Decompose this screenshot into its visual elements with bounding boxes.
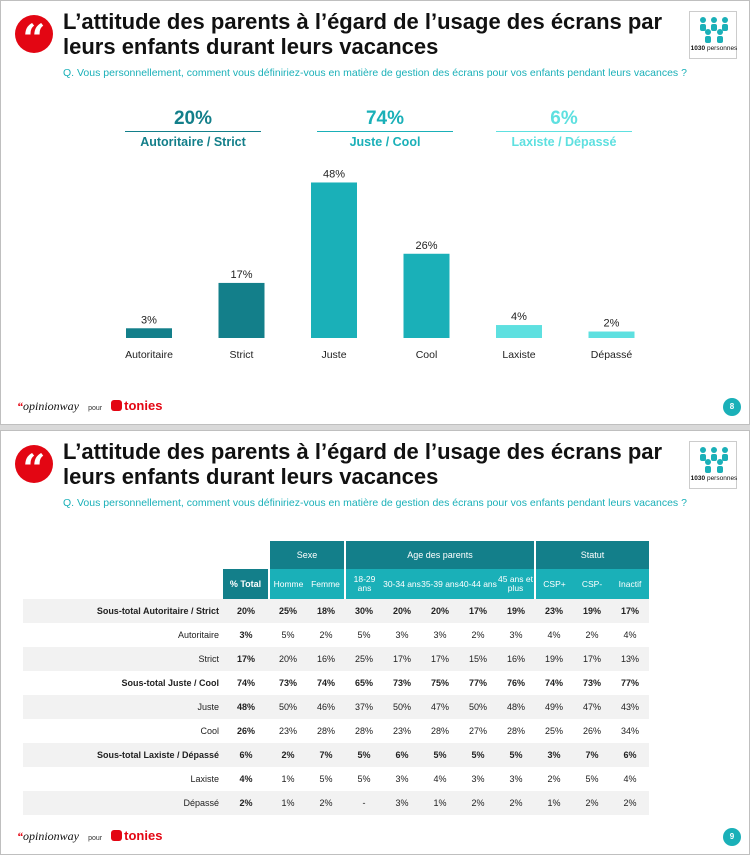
table-cell: 2% [585, 630, 599, 640]
summary-label: Laxiste / Dépassé [511, 135, 617, 149]
table-cell: 17% [383, 647, 421, 671]
table-cell: 2% [471, 630, 485, 640]
table-cell: 19% [535, 647, 573, 671]
table-cell: 2% [573, 791, 611, 815]
bar-autoritaire [126, 328, 172, 338]
table-cell: 25% [544, 726, 563, 736]
crosstab-table [23, 541, 649, 815]
table-cell: 28% [316, 726, 335, 736]
column-header: Femme [307, 569, 345, 599]
table-cell: 6% [383, 743, 421, 767]
question-text: Q. Vous personnellement, comment vous définiriez-vous en matière de gestion des écrans pour vos enfants pendant leurs vacances ? [63, 497, 687, 509]
column-header: Homme [269, 569, 307, 599]
row-label: Sous-total Autoritaire / Strict [23, 599, 223, 623]
table-cell: 28% [506, 726, 525, 736]
page-number: 9 [723, 828, 741, 846]
table-cell: 20% [421, 599, 459, 623]
table-cell: 5% [357, 630, 371, 640]
table-cell: 4% [547, 630, 561, 640]
category-label: Juste [321, 349, 347, 361]
slide-title: L’attitude des parents à l’égard de l’usage des écrans par leurs enfants durant leurs vacances [63, 9, 663, 59]
opinionway-logo-text: opinionway [23, 829, 79, 843]
opinionway-logo: “opinionway [17, 399, 79, 413]
pour-text: pour [88, 405, 103, 412]
table-cell: 20% [383, 599, 421, 623]
bar-value-label: 3% [141, 314, 157, 327]
header-blank [23, 569, 223, 599]
category-label: Cool [415, 349, 438, 361]
table-cell: 3% [395, 774, 409, 784]
table-row [23, 623, 649, 647]
row-label: Cool [200, 726, 219, 736]
table-cell: 7% [307, 743, 345, 767]
header-group [23, 541, 269, 569]
table-cell: 75% [430, 678, 449, 688]
opinionway-logo: “opinionway [17, 829, 79, 843]
opinionway-logo-text: opinionway [23, 399, 79, 413]
table-row [23, 599, 649, 623]
table-cell: 25% [345, 647, 383, 671]
header-group: Age des parents [345, 541, 535, 569]
table-cell: 1% [535, 791, 573, 815]
table-cell: 43% [611, 695, 649, 719]
table-cell: 23% [392, 726, 411, 736]
table-cell: 74% [236, 678, 255, 688]
table-cell: 6% [223, 743, 269, 767]
table-cell: 74% [544, 678, 563, 688]
table-cell: 1% [281, 774, 295, 784]
table-cell: 48% [497, 695, 535, 719]
tonies-logo-text: tonies [124, 828, 163, 843]
table-cell: 2% [307, 791, 345, 815]
header-group: Sexe [269, 541, 345, 569]
category-label: Dépassé [590, 349, 633, 361]
table-cell: 28% [430, 726, 449, 736]
category-label: Strict [229, 349, 254, 361]
table-cell: 4% [623, 774, 637, 784]
bar-strict [219, 283, 265, 338]
table-cell: 73% [582, 678, 601, 688]
table-cell: 65% [354, 678, 373, 688]
row-label: Sous-total Laxiste / Dépassé [23, 743, 223, 767]
table-cell: 77% [468, 678, 487, 688]
column-header: 40-44 ans [459, 569, 497, 599]
column-header: % Total [223, 569, 269, 599]
bar-dépassé [589, 332, 635, 338]
table-cell: - [345, 791, 383, 815]
table-cell: 19% [497, 599, 535, 623]
panel-count-value: 1030 [690, 45, 706, 52]
table-cell: 5% [421, 743, 459, 767]
table-cell: 3% [535, 743, 573, 767]
table-cell: 1% [421, 791, 459, 815]
table-cell: 20% [223, 599, 269, 623]
row-label: Laxiste [190, 774, 219, 784]
panel-count [690, 475, 738, 482]
table-cell: 13% [611, 647, 649, 671]
tonies-logo-text: tonies [124, 398, 163, 413]
summary-pct: 20% [173, 108, 213, 129]
header-group: Statut [535, 541, 649, 569]
table-row [23, 695, 649, 719]
quote-icon: “ [15, 15, 53, 53]
table-cell: 23% [278, 726, 297, 736]
category-label: Laxiste [502, 349, 536, 361]
table-cell: 74% [316, 678, 335, 688]
table-cell: 3% [433, 630, 447, 640]
column-header: 30-34 ans [383, 569, 421, 599]
table-cell: 48% [223, 695, 269, 719]
table-cell: 5% [345, 743, 383, 767]
panel-badge [689, 441, 737, 489]
table-cell: 4% [239, 774, 253, 784]
bar-value-label: 26% [415, 239, 438, 252]
panel-count-unit: personnes [706, 45, 738, 52]
bar-cool [404, 254, 450, 338]
table-cell: 5% [319, 774, 333, 784]
tonies-logo [111, 398, 162, 413]
table-cell: 5% [497, 743, 535, 767]
table-cell: 18% [307, 599, 345, 623]
panel-count-unit: personnes [706, 475, 738, 482]
table-cell: 37% [345, 695, 383, 719]
column-header: CSP- [573, 569, 611, 599]
table-cell: 15% [459, 647, 497, 671]
column-header: CSP+ [535, 569, 573, 599]
panel-count-value: 1030 [690, 475, 706, 482]
table-cell: 28% [354, 726, 373, 736]
table-cell: 3% [509, 774, 523, 784]
pour-text: pour [88, 835, 103, 842]
quote-icon: “ [15, 445, 53, 483]
table-cell: 3% [509, 630, 523, 640]
table-cell: 4% [623, 630, 637, 640]
summary-pct: 74% [365, 108, 405, 129]
table-cell: 26% [582, 726, 601, 736]
table-cell: 23% [535, 599, 573, 623]
table-cell: 19% [573, 599, 611, 623]
table-row [23, 743, 649, 767]
row-label: Strict [23, 647, 223, 671]
table-cell: 73% [278, 678, 297, 688]
row-label: Dépassé [23, 791, 223, 815]
table-cell: 5% [357, 774, 371, 784]
table-cell: 2% [611, 791, 649, 815]
bar-value-label: 48% [322, 168, 346, 181]
bar-value-label: 2% [603, 317, 620, 330]
slide-bar-chart [0, 0, 750, 425]
row-label: Autoritaire [177, 630, 219, 640]
people-icon [696, 445, 732, 475]
table-cell: 30% [345, 599, 383, 623]
table-cell: 2% [497, 791, 535, 815]
table-row [23, 767, 649, 791]
table-cell: 2% [223, 791, 269, 815]
tonies-icon [111, 400, 122, 411]
bar-laxiste [496, 325, 542, 338]
table-cell: 17% [459, 599, 497, 623]
table-cell: 47% [573, 695, 611, 719]
bar-chart [1, 1, 750, 426]
table-row [23, 647, 649, 671]
slide-table [0, 430, 750, 855]
table-cell: 3% [471, 774, 485, 784]
table-cell: 3% [395, 630, 409, 640]
table-cell: 76% [506, 678, 525, 688]
table-cell: 46% [307, 695, 345, 719]
tonies-icon [111, 830, 122, 841]
table-cell: 4% [433, 774, 447, 784]
bar-value-label: 17% [230, 268, 253, 281]
bar-value-label: 4% [511, 311, 527, 324]
table-cell: 20% [269, 647, 307, 671]
table-cell: 50% [459, 695, 497, 719]
table-cell: 5% [459, 743, 497, 767]
footer-logos [17, 828, 162, 844]
table-cell: 25% [269, 599, 307, 623]
category-label: Autoritaire [125, 349, 173, 361]
table-cell: 77% [620, 678, 639, 688]
table-cell: 1% [269, 791, 307, 815]
question-text: Q. Vous personnellement, comment vous définiriez-vous en matière de gestion des écrans pour vos enfants pendant leurs vacances ? [63, 67, 687, 79]
table-cell: 5% [585, 774, 599, 784]
table-cell: 26% [236, 726, 255, 736]
column-header: 35-39 ans [421, 569, 459, 599]
table-cell: 17% [421, 647, 459, 671]
table-cell: 3% [239, 630, 253, 640]
tonies-logo [111, 828, 162, 843]
table-cell: 2% [319, 630, 333, 640]
table-cell: 2% [269, 743, 307, 767]
table-cell: 2% [459, 791, 497, 815]
table-cell: 34% [620, 726, 639, 736]
table-cell: 16% [497, 647, 535, 671]
row-label: Sous-total Juste / Cool [121, 678, 219, 688]
column-header-row [23, 569, 649, 599]
table-row [23, 719, 649, 743]
row-label: Juste [23, 695, 223, 719]
table-cell: 49% [535, 695, 573, 719]
column-header: Inactif [611, 569, 649, 599]
table-cell: 50% [383, 695, 421, 719]
summary-label: Juste / Cool [349, 135, 421, 149]
summary-label: Autoritaire / Strict [140, 135, 246, 149]
table-cell: 17% [223, 647, 269, 671]
table-cell: 6% [611, 743, 649, 767]
slide-title: L’attitude des parents à l’égard de l’usage des écrans par leurs enfants durant leurs vacances [63, 439, 663, 489]
header-group-row [23, 541, 649, 569]
column-header: 45 ans et plus [497, 569, 535, 599]
table-cell: 73% [392, 678, 411, 688]
table-cell: 17% [611, 599, 649, 623]
table-cell: 3% [383, 791, 421, 815]
table-cell: 27% [468, 726, 487, 736]
table-cell: 16% [307, 647, 345, 671]
table-cell: 7% [573, 743, 611, 767]
table-cell: 50% [269, 695, 307, 719]
page-number: 8 [723, 398, 741, 416]
table-row [23, 791, 649, 815]
table-cell: 2% [547, 774, 561, 784]
table-row [23, 671, 649, 695]
table-cell: 17% [573, 647, 611, 671]
bar-juste [311, 182, 357, 338]
table-cell: 47% [421, 695, 459, 719]
footer-logos [17, 398, 162, 414]
summary-pct: 6% [550, 108, 578, 129]
column-header: 18-29 ans [345, 569, 383, 599]
table-cell: 5% [281, 630, 295, 640]
